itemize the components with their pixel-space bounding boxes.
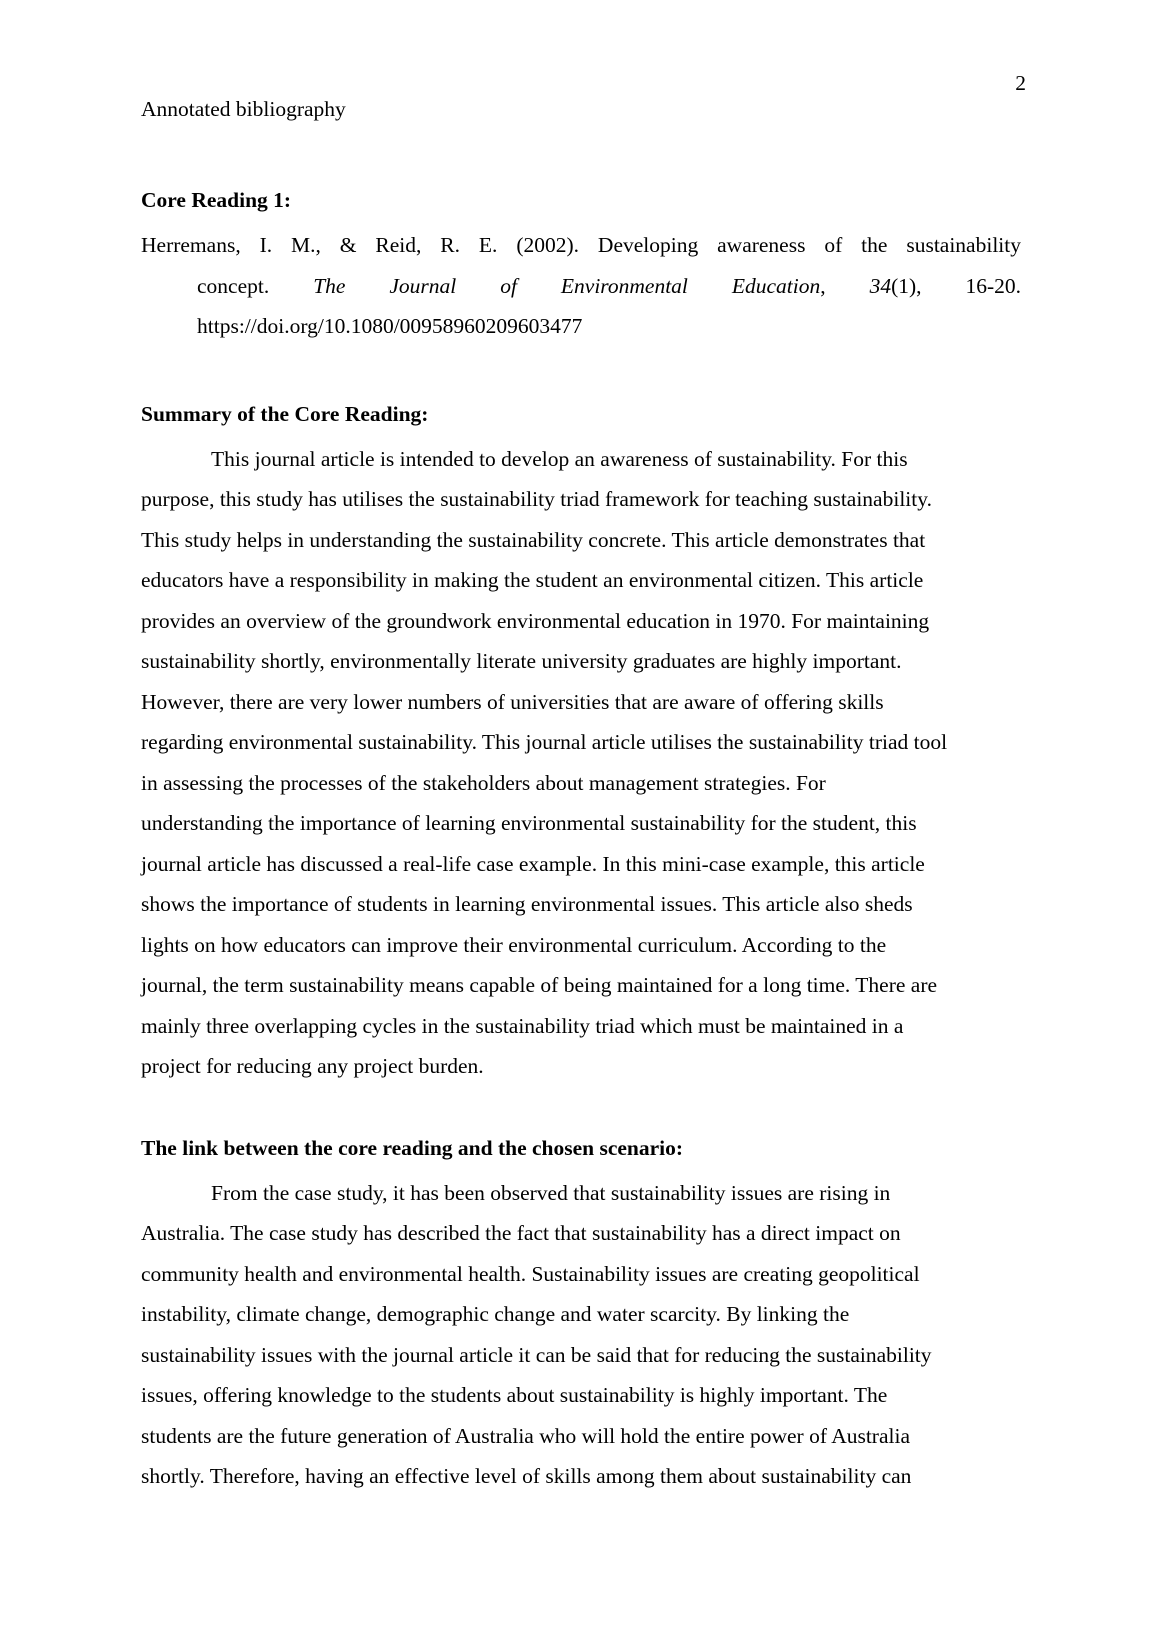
citation-issue-pages: (1), 16-20. <box>891 273 1022 298</box>
link-heading: The link between the core reading and the chosen scenario: <box>141 1135 684 1160</box>
citation <box>141 225 1021 347</box>
summary-paragraph <box>141 439 1021 1087</box>
page-number: 2 <box>1015 71 1026 95</box>
paragraph-line: community health and environmental health. Sustainability issues are creating geopolitical <box>141 1261 920 1286</box>
paragraph-line: mainly three overlapping cycles in the sustainability triad which must be maintained in a <box>141 1013 904 1038</box>
running-header: Annotated bibliography <box>141 97 346 121</box>
link-paragraph <box>141 1173 1021 1497</box>
paragraph-line: journal article has discussed a real-life case example. In this mini-case example, this article <box>141 851 925 876</box>
citation-line-1: Herremans, I. M., & Reid, R. E. (2002). Developing awareness of the sustainability <box>141 233 1021 257</box>
document-body <box>141 187 1021 1497</box>
core-reading-heading: Core Reading 1: <box>141 188 292 212</box>
paragraph-line: purpose, this study has utilises the sustainability triad framework for teaching sustainability. <box>141 487 932 511</box>
paragraph-line: educators have a responsibility in making the student an environmental citizen. This article <box>141 568 924 592</box>
paragraph-line: However, there are very lower numbers of universities that are aware of offering skills <box>141 689 884 714</box>
paragraph-line: shortly. Therefore, having an effective level of skills among them about sustainability can <box>141 1464 912 1488</box>
citation-volume: 34 <box>869 273 892 298</box>
paragraph-line: shows the importance of students in learning environmental issues. This article also sheds <box>141 892 913 916</box>
paragraph-line: From the case study, it has been observed that sustainability issues are rising in <box>211 1180 891 1205</box>
paragraph-line: students are the future generation of Australia who will hold the entire power of Australia <box>141 1423 911 1448</box>
paragraph-line: regarding environmental sustainability. This journal article utilises the sustainability triad tool <box>141 730 948 754</box>
citation-journal: The Journal of Environmental Education <box>313 273 821 298</box>
citation-separator: , <box>820 273 870 298</box>
paragraph-line: instability, climate change, demographic change and water scarcity. By linking the <box>141 1302 850 1326</box>
paragraph-line: understanding the importance of learning environmental sustainability for the student, this <box>141 811 917 835</box>
paragraph-line: issues, offering knowledge to the students about sustainability is highly important. The <box>141 1383 888 1407</box>
citation-line-2 <box>141 266 1021 307</box>
paragraph-line: provides an overview of the groundwork environmental education in 1970. For maintaining <box>141 608 930 633</box>
paragraph-line: This journal article is intended to develop an awareness of sustainability. For this <box>211 446 908 471</box>
citation-doi: https://doi.org/10.1080/00958960209603477 <box>197 314 583 338</box>
paragraph-line: project for reducing any project burden. <box>141 1054 484 1078</box>
paragraph-line: in assessing the processes of the stakeholders about management strategies. For <box>141 770 826 795</box>
paragraph-line: sustainability shortly, environmentally literate university graduates are highly important. <box>141 649 902 673</box>
paragraph-line: lights on how educators can improve their environmental curriculum. According to the <box>141 932 887 957</box>
paragraph-line: This study helps in understanding the sustainability concrete. This article demonstrates that <box>141 527 926 552</box>
summary-heading: Summary of the Core Reading: <box>141 401 429 426</box>
paragraph-line: Australia. The case study has described the fact that sustainability has a direct impact on <box>141 1221 901 1245</box>
paragraph-line: sustainability issues with the journal article it can be said that for reducing the sustainability <box>141 1342 932 1367</box>
paragraph-line: journal, the term sustainability means capable of being maintained for a long time. There are <box>141 973 938 997</box>
citation-concept: concept. <box>197 273 314 298</box>
